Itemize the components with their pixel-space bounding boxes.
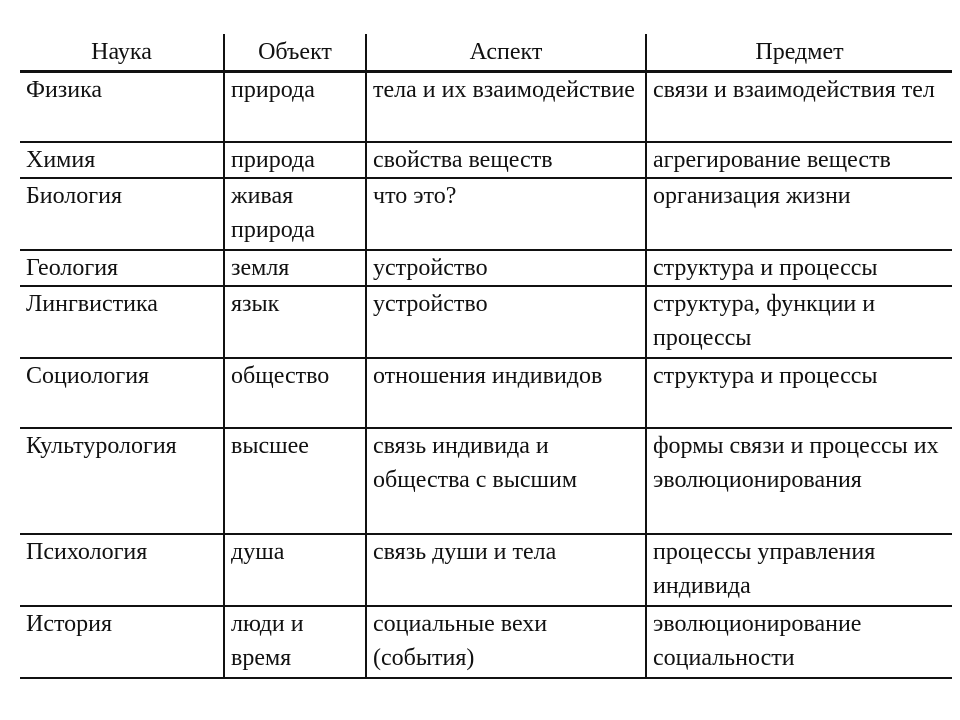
table-row <box>20 250 952 286</box>
cell-object: земля <box>224 250 366 286</box>
cell-subject: эволюционирование социальности <box>646 606 952 678</box>
cell-science: Биология <box>20 178 224 250</box>
cell-object: живая природа <box>224 178 366 250</box>
cell-science: Социология <box>20 358 224 428</box>
cell-object: высшее <box>224 428 366 534</box>
cell-aspect: свойства веществ <box>366 142 646 178</box>
table-row <box>20 534 952 606</box>
cell-object: душа <box>224 534 366 606</box>
cell-science: Культурология <box>20 428 224 534</box>
cell-object: люди и время <box>224 606 366 678</box>
table-header-row <box>20 34 952 72</box>
table-row <box>20 358 952 428</box>
cell-aspect: связь индивида и общества с высшим <box>366 428 646 534</box>
cell-science: Физика <box>20 72 224 143</box>
header-subject: Предмет <box>646 34 952 72</box>
cell-science: Химия <box>20 142 224 178</box>
cell-subject: процессы управления индивида <box>646 534 952 606</box>
cell-science: Психология <box>20 534 224 606</box>
cell-subject: структура, функции и процессы <box>646 286 952 358</box>
cell-object: общество <box>224 358 366 428</box>
cell-science: История <box>20 606 224 678</box>
header-science: Наука <box>20 34 224 72</box>
table-row <box>20 142 952 178</box>
science-table-sheet <box>20 34 952 679</box>
cell-object: язык <box>224 286 366 358</box>
cell-science: Лингвистика <box>20 286 224 358</box>
science-table <box>20 34 952 679</box>
cell-science: Геология <box>20 250 224 286</box>
cell-aspect: что это? <box>366 178 646 250</box>
table-row <box>20 178 952 250</box>
table-row <box>20 606 952 678</box>
cell-subject: структура и процессы <box>646 250 952 286</box>
cell-aspect: социальные вехи (события) <box>366 606 646 678</box>
header-object: Объект <box>224 34 366 72</box>
cell-subject: связи и взаимодействия тел <box>646 72 952 143</box>
cell-aspect: тела и их взаимодействие <box>366 72 646 143</box>
cell-object: природа <box>224 72 366 143</box>
cell-object: природа <box>224 142 366 178</box>
cell-subject: формы связи и процессы их эволюционирования <box>646 428 952 534</box>
cell-subject: агрегирование веществ <box>646 142 952 178</box>
cell-subject: организация жизни <box>646 178 952 250</box>
cell-aspect: отношения индивидов <box>366 358 646 428</box>
table-row <box>20 286 952 358</box>
cell-subject: структура и процессы <box>646 358 952 428</box>
header-aspect: Аспект <box>366 34 646 72</box>
table-row <box>20 428 952 534</box>
cell-aspect: связь души и тела <box>366 534 646 606</box>
table-row <box>20 72 952 143</box>
cell-aspect: устройство <box>366 250 646 286</box>
cell-aspect: устройство <box>366 286 646 358</box>
